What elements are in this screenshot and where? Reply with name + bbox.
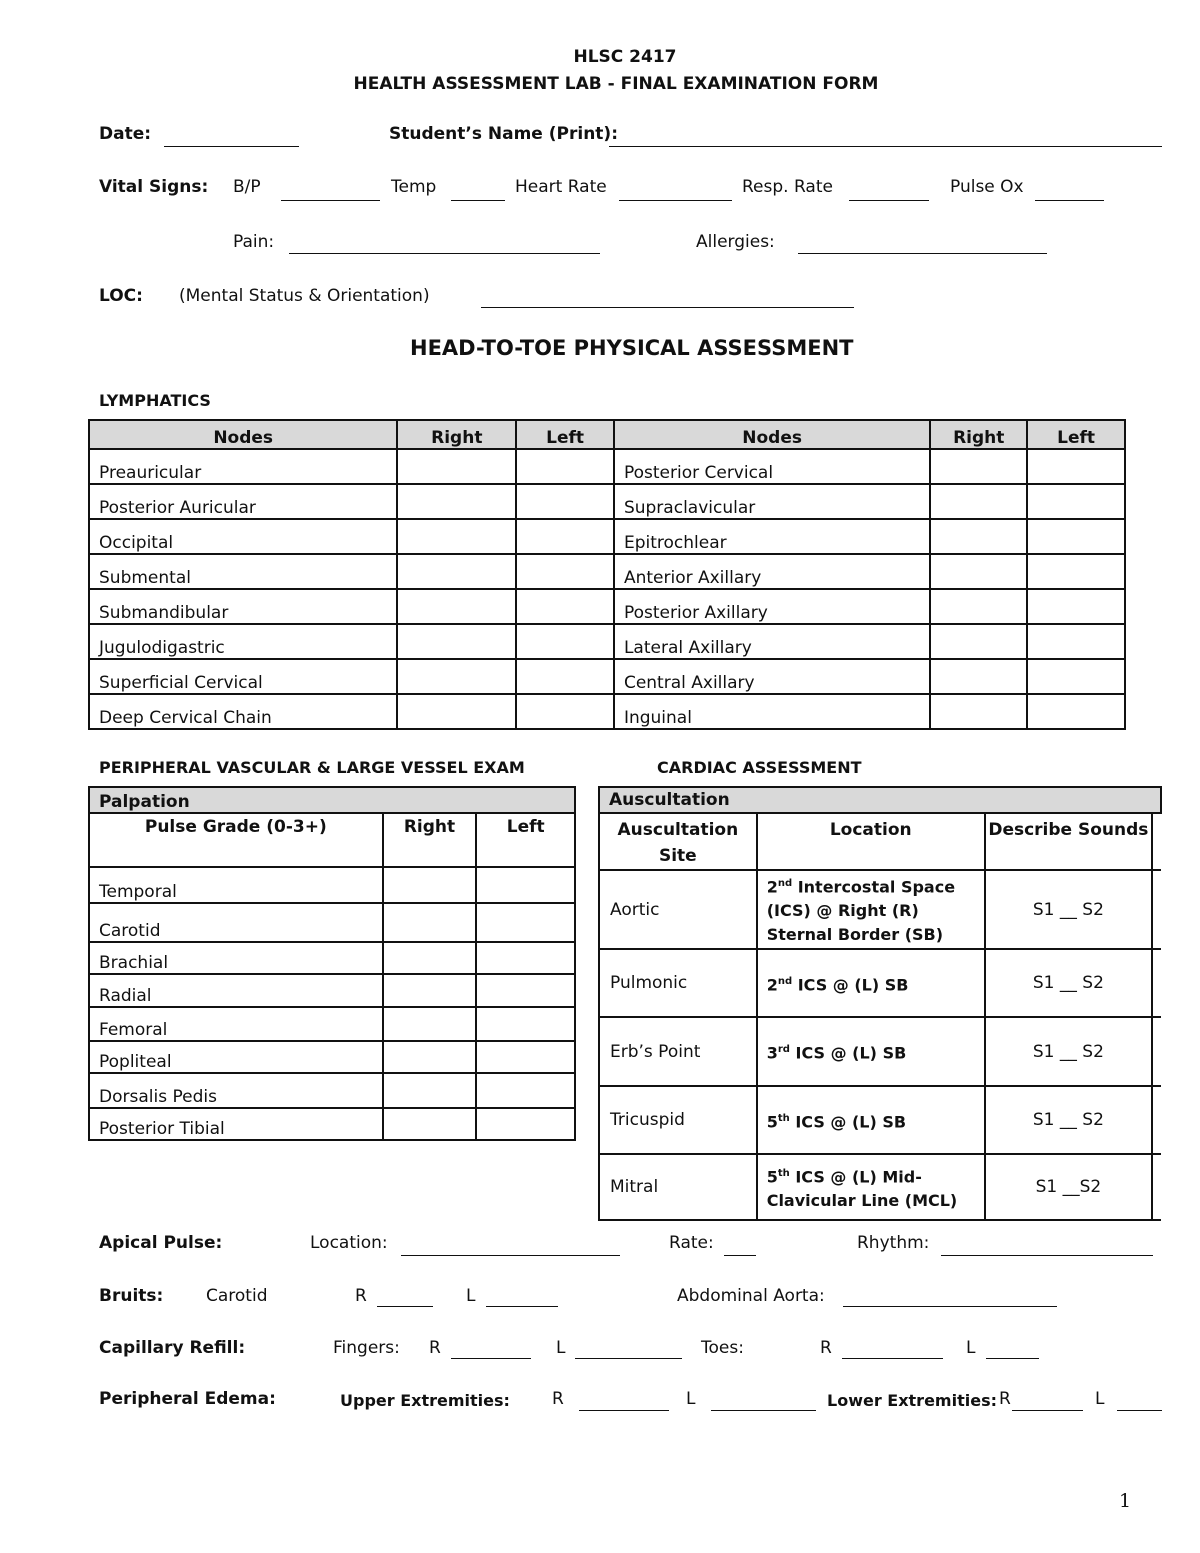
table-row [599,1017,1161,1086]
pulse-site: Popliteal [89,1041,383,1073]
lymph-header-5: Left [1027,420,1125,449]
resp-rate-label: Resp. Rate [742,177,833,197]
cardiac-spacer-cell [1152,949,1161,1017]
node-name: Lateral Axillary [614,624,930,659]
pulse-right-cell[interactable] [383,974,477,1007]
lymph-header-2: Left [516,420,614,449]
pulse-header-0: Pulse Grade (0-3+) [89,813,383,867]
table-row [89,1073,575,1108]
node-left-cell[interactable] [1027,484,1125,519]
apical-rhythm-label: Rhythm: [857,1233,930,1253]
apical-location-field[interactable] [401,1255,620,1256]
pulse-table [88,786,576,1141]
table-row [89,659,1125,694]
fingers-r-field[interactable] [451,1358,531,1359]
carotid-label: Carotid [206,1286,268,1306]
cardiac-spacer [1152,813,1161,870]
form-title: HEALTH ASSESSMENT LAB - FINAL EXAMINATION FORM [353,74,879,94]
node-left-cell[interactable] [1027,694,1125,729]
location-ordinal-suffix: th [777,1112,790,1124]
apical-rhythm-field[interactable] [941,1255,1153,1256]
abdominal-aorta-field[interactable] [843,1306,1057,1307]
table-row [599,949,1161,1017]
table-row [89,694,1125,729]
pulse-ox-field[interactable] [1035,200,1104,201]
capillary-refill-label: Capillary Refill: [99,1338,246,1358]
pulse-left-cell[interactable] [476,1041,575,1073]
node-right-cell[interactable] [930,449,1027,484]
pulse-right-cell[interactable] [383,867,477,903]
table-row [89,974,575,1007]
lower-l-label: L [1095,1389,1105,1409]
node-right-cell[interactable] [397,694,516,729]
table-row [89,519,1125,554]
pulse-site: Radial [89,974,383,1007]
table-row [89,624,1125,659]
pulse-left-cell[interactable] [476,942,575,974]
pulse-right-cell[interactable] [383,1073,477,1108]
auscultation-site: Tricuspid [599,1086,757,1154]
location-ordinal-suffix: th [777,1167,790,1179]
node-right-cell[interactable] [930,624,1027,659]
bruits-r-field[interactable] [377,1306,433,1307]
vascular-title: PERIPHERAL VASCULAR & LARGE VESSEL EXAM [99,758,525,777]
node-right-cell[interactable] [930,589,1027,624]
table-row [89,867,575,903]
location-text: ICS @ (L) Mid-Clavicular Line (MCL) [766,1166,958,1210]
fingers-label: Fingers: [333,1338,400,1358]
location-ordinal: 2 [766,974,778,994]
node-right-cell[interactable] [397,484,516,519]
node-name: Superficial Cervical [89,659,397,694]
pain-field[interactable] [289,253,600,254]
pulse-left-cell[interactable] [476,1073,575,1108]
node-left-cell[interactable] [1027,624,1125,659]
node-left-cell[interactable] [1027,519,1125,554]
pulse-ox-label: Pulse Ox [950,177,1024,197]
allergies-label: Allergies: [696,232,775,252]
cardiac-title: CARDIAC ASSESSMENT [657,758,862,777]
describe-sounds-cell[interactable]: S1 __ S2 [985,1086,1152,1154]
heart-rate-label: Heart Rate [515,177,607,197]
node-left-cell[interactable] [1027,554,1125,589]
loc-description: (Mental Status & Orientation) [179,286,430,306]
auscultation-location [757,870,985,949]
node-name: Submental [89,554,397,589]
bruits-r-label: R [355,1286,367,1306]
fingers-l-label: L [556,1338,566,1358]
location-text: ICS @ (L) SB [797,974,909,994]
pulse-left-cell[interactable] [476,867,575,903]
node-name: Inguinal [614,694,930,729]
node-left-cell[interactable] [516,694,614,729]
lower-extremities-label: Lower Extremities: [827,1391,997,1410]
table-row [89,484,1125,519]
toes-r-label: R [820,1338,832,1358]
toes-r-field[interactable] [842,1358,943,1359]
fingers-r-label: R [429,1338,441,1358]
table-row [89,1041,575,1073]
describe-sounds-cell[interactable]: S1 __ S2 [985,1017,1152,1086]
table-row [599,1154,1161,1220]
location-ordinal-suffix: nd [777,975,793,987]
bruits-l-field[interactable] [486,1306,558,1307]
pulse-site: Brachial [89,942,383,974]
section-title: HEAD-TO-TOE PHYSICAL ASSESSMENT [410,336,854,360]
upper-l-field[interactable] [711,1410,816,1411]
pulse-right-cell[interactable] [383,1108,477,1140]
upper-extremities-label: Upper Extremities: [340,1391,510,1410]
auscultation-location [757,1017,985,1086]
apical-pulse-label: Apical Pulse: [99,1233,223,1253]
node-left-cell[interactable] [516,484,614,519]
cardiac-spacer-cell [1152,870,1161,949]
pulse-site: Carotid [89,903,383,942]
auscultation-location [757,1154,985,1220]
node-name: Jugulodigastric [89,624,397,659]
apical-rate-label: Rate: [669,1233,714,1253]
table-row [89,449,1125,484]
bruits-label: Bruits: [99,1286,164,1306]
pulse-right-cell[interactable] [383,1007,477,1041]
node-left-cell[interactable] [516,659,614,694]
lower-r-field[interactable] [1012,1410,1083,1411]
auscultation-site: Pulmonic [599,949,757,1017]
toes-l-field[interactable] [986,1358,1039,1359]
node-right-cell[interactable] [397,589,516,624]
cardiac-header-0: Auscultation Site [599,813,757,870]
node-left-cell[interactable] [516,519,614,554]
node-name: Anterior Axillary [614,554,930,589]
cardiac-spacer-cell [1152,1086,1161,1154]
node-right-cell[interactable] [930,659,1027,694]
resp-rate-field[interactable] [849,200,929,201]
cardiac-spacer-cell [1152,1154,1161,1220]
node-name: Posterior Auricular [89,484,397,519]
node-right-cell[interactable] [397,554,516,589]
pulse-header-1: Right [383,813,477,867]
pulse-site: Femoral [89,1007,383,1041]
temp-label: Temp [391,177,437,197]
location-text: Intercostal Space (ICS) @ Right (R) Sternal Border (SB) [766,877,956,945]
loc-field[interactable] [481,307,854,308]
node-right-cell[interactable] [930,694,1027,729]
node-left-cell[interactable] [516,589,614,624]
describe-sounds-cell[interactable]: S1 __ S2 [985,870,1152,949]
node-left-cell[interactable] [516,449,614,484]
pulse-site: Temporal [89,867,383,903]
table-row [89,1007,575,1041]
upper-r-field[interactable] [579,1410,669,1411]
location-text: ICS @ (L) SB [795,1111,907,1131]
course-code: HLSC 2417 [573,47,677,67]
node-name: Posterior Axillary [614,589,930,624]
student-name-label: Student’s Name (Print): [389,124,618,144]
lymph-header-1: Right [397,420,516,449]
pulse-left-cell[interactable] [476,903,575,942]
auscultation-site: Erb’s Point [599,1017,757,1086]
table-row [89,1108,575,1140]
bruits-l-label: L [466,1286,476,1306]
node-name: Posterior Cervical [614,449,930,484]
cardiac-spacer-cell [1152,1017,1161,1086]
lower-l-field[interactable] [1117,1410,1162,1411]
node-right-cell[interactable] [397,519,516,554]
table-row [599,1086,1161,1154]
node-right-cell[interactable] [930,554,1027,589]
node-left-cell[interactable] [516,554,614,589]
location-ordinal: 3 [766,1043,778,1063]
lymph-header-4: Right [930,420,1027,449]
peripheral-edema-label: Peripheral Edema: [99,1389,276,1409]
auscultation-site: Aortic [599,870,757,949]
cardiac-table [598,786,1162,1221]
apical-location-label: Location: [310,1233,388,1253]
auscultation-site: Mitral [599,1154,757,1220]
node-name: Preauricular [89,449,397,484]
allergies-field[interactable] [798,253,1047,254]
table-row [89,589,1125,624]
node-left-cell[interactable] [1027,449,1125,484]
lymph-header-3: Nodes [614,420,930,449]
location-ordinal: 5 [766,1166,778,1186]
node-right-cell[interactable] [930,484,1027,519]
describe-sounds-cell[interactable]: S1 __S2 [985,1154,1152,1220]
cardiac-header-1: Location [757,813,985,870]
node-right-cell[interactable] [930,519,1027,554]
location-ordinal-suffix: rd [777,1044,790,1056]
lymph-table [88,419,1126,730]
date-label: Date: [99,124,152,144]
table-row [89,554,1125,589]
palpation-band: Palpation [89,787,575,813]
node-left-cell[interactable] [516,624,614,659]
table-row [89,903,575,942]
pulse-site: Posterior Tibial [89,1108,383,1140]
location-ordinal-suffix: nd [777,878,793,889]
auscultation-band: Auscultation [599,787,1161,813]
pulse-right-cell[interactable] [383,942,477,974]
pulse-left-cell[interactable] [476,1108,575,1140]
node-name: Epitrochlear [614,519,930,554]
node-name: Central Axillary [614,659,930,694]
lymph-header-0: Nodes [89,420,397,449]
node-right-cell[interactable] [397,659,516,694]
node-name: Deep Cervical Chain [89,694,397,729]
pulse-right-cell[interactable] [383,1041,477,1073]
table-row [89,942,575,974]
pain-label: Pain: [233,232,275,252]
apical-rate-field[interactable] [724,1255,756,1256]
page-number: 1 [1119,1490,1132,1512]
date-field[interactable] [164,146,299,147]
loc-label: LOC: [99,286,143,306]
location-ordinal: 5 [766,1111,778,1131]
student-name-field[interactable] [609,146,1162,147]
table-row [599,870,1161,949]
heart-rate-field[interactable] [619,200,732,201]
pulse-left-cell[interactable] [476,974,575,1007]
lymphatics-title: LYMPHATICS [99,391,211,410]
node-left-cell[interactable] [1027,589,1125,624]
pulse-header-2: Left [476,813,575,867]
bp-label: B/P [233,177,261,197]
vital-signs-label: Vital Signs: [99,177,209,197]
lower-r-label: R [999,1389,1011,1409]
node-right-cell[interactable] [397,624,516,659]
auscultation-location [757,949,985,1017]
bp-field[interactable] [281,200,380,201]
pulse-site: Dorsalis Pedis [89,1073,383,1108]
node-name: Occipital [89,519,397,554]
toes-label: Toes: [701,1338,744,1358]
upper-l-label: L [686,1389,696,1409]
node-right-cell[interactable] [397,449,516,484]
temp-field[interactable] [451,200,505,201]
node-left-cell[interactable] [1027,659,1125,694]
abdominal-aorta-label: Abdominal Aorta: [677,1286,825,1306]
describe-sounds-cell[interactable]: S1 __ S2 [985,949,1152,1017]
upper-r-label: R [552,1389,564,1409]
node-name: Supraclavicular [614,484,930,519]
toes-l-label: L [966,1338,976,1358]
fingers-l-field[interactable] [575,1358,682,1359]
location-ordinal: 2 [766,877,778,897]
pulse-left-cell[interactable] [476,1007,575,1041]
location-text: ICS @ (L) SB [795,1043,907,1063]
auscultation-location [757,1086,985,1154]
node-name: Submandibular [89,589,397,624]
cardiac-header-2: Describe Sounds [985,813,1152,870]
pulse-right-cell[interactable] [383,903,477,942]
